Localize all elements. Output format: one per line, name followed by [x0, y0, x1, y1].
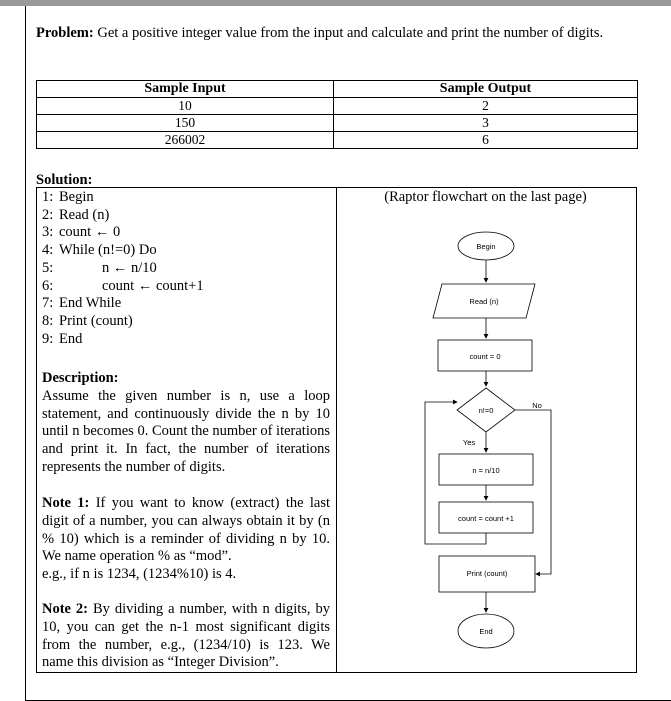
- sample-input-cell: 266002: [37, 132, 334, 149]
- code-line: [42, 207, 204, 225]
- line-number: 2:: [42, 206, 54, 223]
- note1-section: [42, 495, 330, 584]
- line-number: 8:: [42, 312, 54, 329]
- table-row: [37, 115, 638, 132]
- condition-label: n!=0: [478, 406, 494, 415]
- description-heading: Description:: [42, 370, 119, 386]
- code-line: [42, 278, 204, 296]
- pseudocode: [42, 189, 204, 348]
- increment-label: count = count +1: [458, 514, 514, 523]
- code-line: [42, 313, 204, 331]
- line-number: 3:: [42, 224, 54, 241]
- line-text: Begin: [59, 189, 94, 205]
- code-line: [42, 260, 204, 278]
- print-label: Print (count): [466, 569, 508, 578]
- line-text: End While: [59, 295, 122, 312]
- note2-section: [42, 601, 330, 672]
- sample-output-cell: 6: [334, 132, 638, 149]
- sample-output-header: Sample Output: [334, 81, 638, 98]
- note2-label: Note 2:: [42, 601, 89, 617]
- divide-label: n = n/10: [472, 466, 500, 475]
- code-line: [42, 295, 204, 313]
- code-line: [42, 224, 204, 242]
- line-number: 6:: [42, 277, 54, 294]
- sample-input-cell: 150: [37, 115, 334, 132]
- end-label: End: [479, 627, 493, 636]
- problem-statement: [36, 24, 626, 42]
- solution-box: [36, 187, 337, 673]
- line-text: End: [59, 330, 83, 347]
- description-text: Assume the given number is n, use a loop statement, and continuously divide the n by 10 until n becomes 0. Count the number of iterations and print it. In fact, the number of iterations represents the number of digits.: [42, 387, 330, 475]
- sample-output-cell: 3: [334, 115, 638, 132]
- sample-input-cell: 10: [37, 98, 334, 115]
- line-text: n ← n/10: [102, 259, 157, 276]
- table-row: [37, 98, 638, 115]
- read-label: Read (n): [469, 297, 499, 306]
- flowchart: [335, 188, 636, 672]
- problem-label: Problem:: [36, 25, 94, 41]
- flowchart-box: [335, 187, 637, 673]
- flowchart-caption: (Raptor flowchart on the last page): [384, 189, 587, 205]
- line-number: 5:: [42, 259, 54, 276]
- no-label: No: [532, 401, 542, 410]
- sample-input-header: Sample Input: [37, 81, 334, 98]
- line-number: 1:: [42, 189, 54, 205]
- line-text: count ← count+1: [102, 277, 204, 294]
- begin-label: Begin: [476, 242, 496, 251]
- no-branch-arrow: [515, 410, 551, 574]
- solution-heading: Solution:: [36, 172, 93, 188]
- code-line: [42, 242, 204, 260]
- sample-output-cell: 2: [334, 98, 638, 115]
- code-line: [42, 331, 204, 349]
- init-label: count = 0: [469, 352, 501, 361]
- line-number: 7:: [42, 295, 54, 312]
- sample-table: [36, 80, 638, 149]
- line-number: 4:: [42, 242, 54, 259]
- table-row: [37, 132, 638, 149]
- line-number: 9:: [42, 330, 54, 347]
- line-text: While (n!=0) Do: [59, 242, 157, 259]
- note2-text: By dividing a number, with n digits, by 10, you can get the n-1 most significant digits from the number, e.g., (1234/10) is 123. We name this division as “Integer Division”.: [42, 601, 330, 671]
- description-section: [42, 370, 330, 477]
- problem-text: Get a positive integer value from the input and calculate and print the number of digits.: [97, 25, 604, 41]
- note1-example: e.g., if n is 1234, (1234%10) is 4.: [42, 566, 237, 583]
- yes-label: Yes: [462, 438, 476, 447]
- note1-text: If you want to know (extract) the last digit of a number, you can always obtain it by (n % 10) which is a reminder of dividing n by 10. We name operation % as “mod”.: [42, 495, 330, 565]
- table-header-row: [37, 81, 638, 98]
- line-text: Read (n): [59, 206, 110, 223]
- code-line: [42, 189, 204, 207]
- note1-label: Note 1:: [42, 495, 90, 511]
- line-text: Print (count): [59, 312, 133, 329]
- line-text: count ← 0: [59, 224, 121, 241]
